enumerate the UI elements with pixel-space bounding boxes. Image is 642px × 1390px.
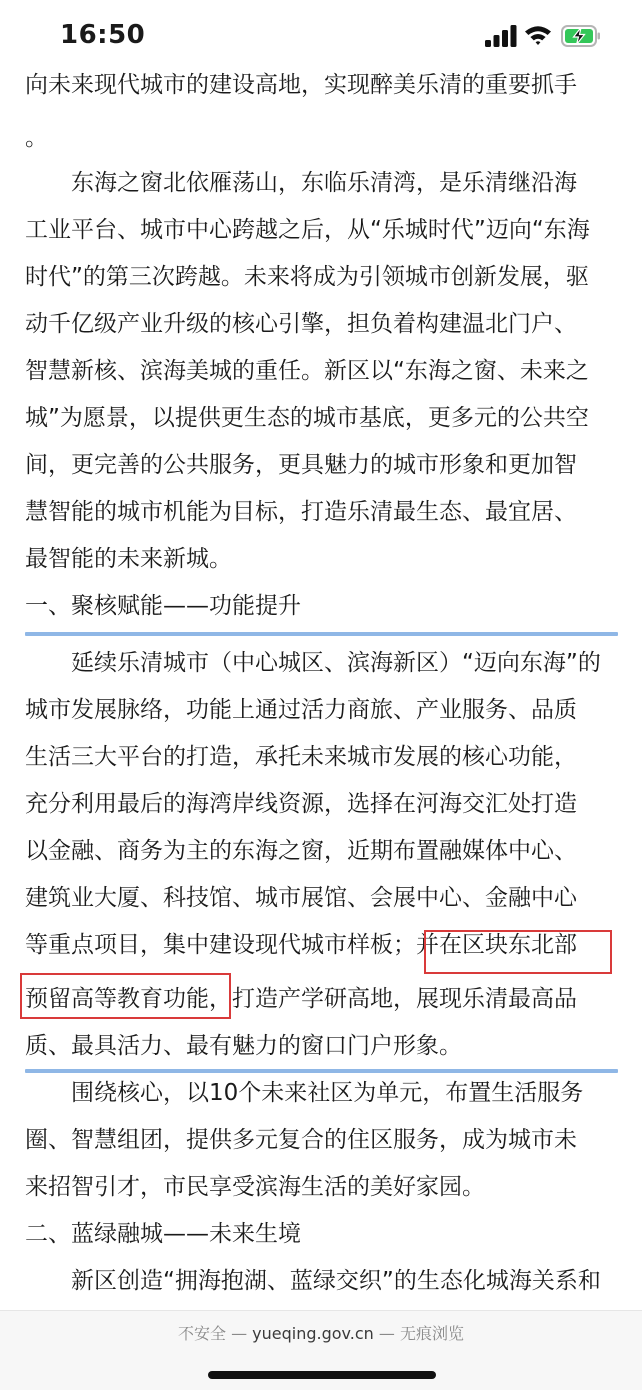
article-line: 间，更完善的公共服务，更具魅力的城市形象和更加智 — [25, 452, 577, 478]
cellular-signal-icon — [485, 25, 517, 47]
article-line: 延续乐清城市（中心城区、滨海新区）“迈向东海”的 — [71, 650, 601, 676]
article-line: 向未来现代城市的建设高地，实现醉美乐清的重要抓手 — [25, 72, 577, 98]
url-domain: yueqing.gov.cn — [252, 1324, 374, 1343]
article-line: 最智能的未来新城。 — [25, 546, 232, 572]
article-line: 圈、智慧组团，提供多元复合的住区服务，成为城市未 — [25, 1127, 577, 1153]
article-line: 质、最具活力、最有魅力的窗口门户形象。 — [25, 1033, 462, 1059]
article-line: 动千亿级产业升级的核心引擎，担负着构建温北门户、 — [25, 311, 577, 337]
article-line: 工业平台、城市中心跨越之后，从“乐城时代”迈向“东海 — [25, 217, 590, 243]
article-line: 智慧新核、滨海美城的重任。新区以“东海之窗、未来之 — [25, 358, 589, 384]
article-line: 时代”的第三次跨越。未来将成为引领城市创新发展，驱 — [25, 264, 589, 290]
home-indicator[interactable] — [208, 1371, 436, 1379]
article-line: 充分利用最后的海湾岸线资源，选择在河海交汇处打造 — [25, 791, 577, 817]
article-line: 围绕核心，以10个未来社区为单元，布置生活服务 — [71, 1080, 584, 1106]
article-line: 以金融、商务为主的东海之窗，近期布置融媒体中心、 — [25, 838, 577, 864]
private-mode-label: 无痕浏览 — [400, 1324, 465, 1343]
article-line: 新区创造“拥海抱湖、蓝绿交织”的生态化城海关系和 — [71, 1268, 601, 1294]
article-line: 。 — [25, 125, 48, 151]
separator: — — [231, 1324, 248, 1343]
wifi-icon — [524, 24, 552, 46]
article-line: 等重点项目，集中建设现代城市样板；并在区块东北部 — [25, 932, 577, 958]
section-heading: 一、聚核赋能——功能提升 — [25, 593, 301, 619]
browser-bottom-bar[interactable] — [0, 1310, 642, 1390]
security-label: 不安全 — [177, 1324, 226, 1343]
article-line: 东海之窗北依雁荡山，东临乐清湾，是乐清继沿海 — [71, 170, 577, 196]
section-divider — [25, 1069, 618, 1073]
article-line: 城”为愿景，以提供更生态的城市基底，更多元的公共空 — [25, 405, 589, 431]
status-time: 16:50 — [60, 20, 146, 50]
article-line: 预留高等教育功能，打造产学研高地，展现乐清最高品 — [25, 986, 577, 1012]
status-bar — [0, 0, 642, 72]
article-line: 建筑业大厦、科技馆、城市展馆、会展中心、金融中心 — [25, 885, 577, 911]
separator: — — [378, 1324, 395, 1343]
address-bar[interactable] — [0, 1321, 642, 1344]
article-line: 城市发展脉络，功能上通过活力商旅、产业服务、品质 — [25, 697, 577, 723]
article-line: 慧智能的城市机能为目标，打造乐清最生态、最宜居、 — [25, 499, 577, 525]
battery-charging-icon — [561, 25, 601, 47]
article-line: 生活三大平台的打造，承托未来城市发展的核心功能， — [25, 744, 577, 770]
section-heading: 二、蓝绿融城——未来生境 — [25, 1221, 301, 1247]
section-divider — [25, 632, 618, 636]
article-line: 来招智引才，市民享受滨海生活的美好家园。 — [25, 1174, 485, 1200]
